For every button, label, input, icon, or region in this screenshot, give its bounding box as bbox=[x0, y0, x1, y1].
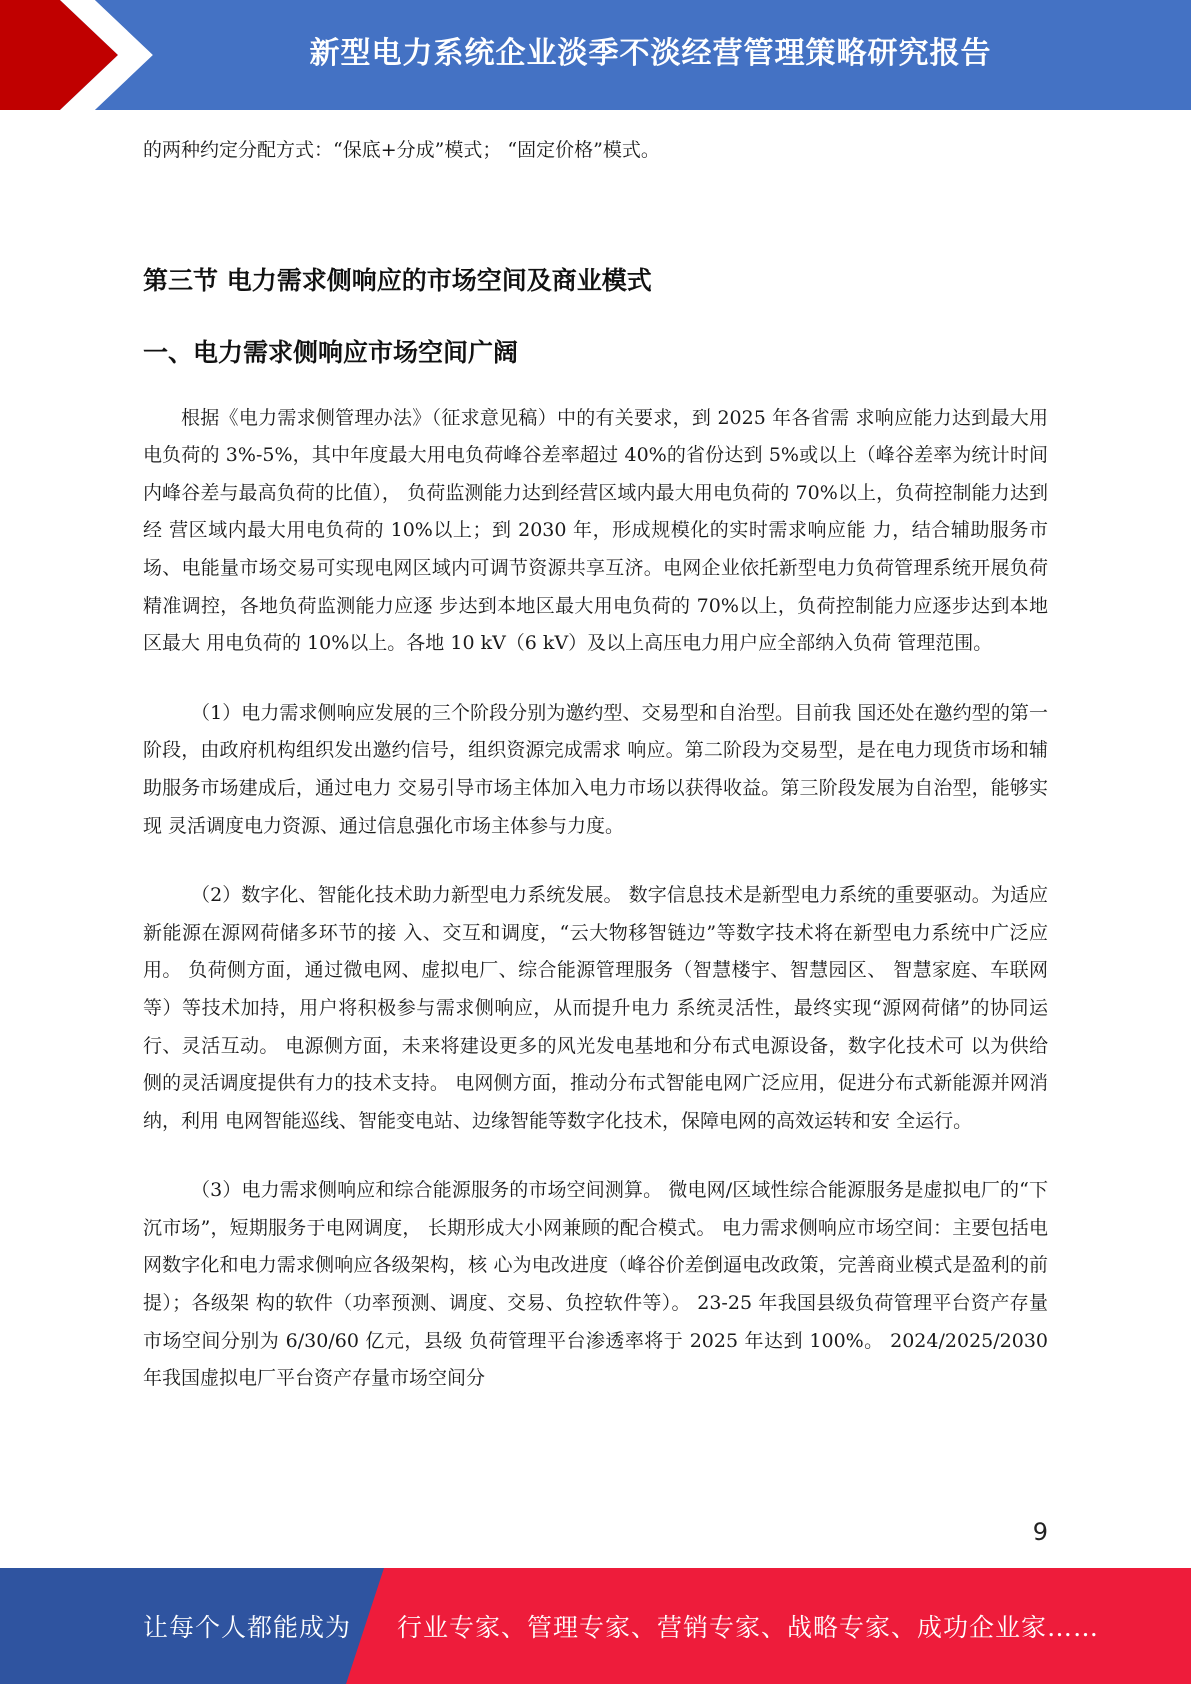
page-footer bbox=[0, 1568, 1191, 1684]
carryover-text: 的两种约定分配方式：“保底+分成”模式； “固定价格”模式。 bbox=[143, 139, 660, 161]
paragraph-4: （3）电力需求侧响应和综合能源服务的市场空间测算。 微电网/区域性综合能源服务是虚拟电厂的“下沉市场”，短期服务于电网调度， 长期形成大小网兼顾的配合模式。 电力需求侧响应市场空间：主要包括电网数字化和电力需求侧响应各级架构，核 心为电改进度（峰谷价差倒逼电改政策，完善商业模式是盈利的前提）；各级架 构的软件（功率预测、调度、交易、负控软件等）。 23-25 年我国县级负荷管理平台资产存量市场空间分别为 6/30/60 亿元，县级 负荷管理平台渗透率将于 2025 年达到 100%。 2024/2025/2030 年我国虚拟电厂平台资产存量市场空间分 bbox=[143, 1179, 1048, 1390]
paragraph-2: （1）电力需求侧响应发展的三个阶段分别为邀约型、交易型和自治型。目前我 国还处在邀约型的第一阶段，由政府机构组织发出邀约信号，组织资源完成需求 响应。第二阶段为交易型，是在电力现货市场和辅助服务市场建成后，通过电力 交易引导市场主体加入电力市场以获得收益。第三阶段发展为自治型，能够实现 灵活调度电力资源、通过信息强化市场主体参与力度。 bbox=[143, 701, 1048, 837]
header-title: 新型电力系统企业淡季不淡经营管理策略研究报告 bbox=[309, 36, 992, 71]
subsection-title: 一、电力需求侧响应市场空间广阔 bbox=[143, 337, 519, 367]
page-header bbox=[0, 0, 1191, 110]
section-title: 第三节 电力需求侧响应的市场空间及商业模式 bbox=[143, 265, 652, 295]
header-arrow-decoration bbox=[0, 0, 160, 110]
footer-slogan-right: 行业专家、管理专家、营销专家、战略专家、成功企业家…… bbox=[397, 1613, 1100, 1642]
paragraph-3: （2）数字化、智能化技术助力新型电力系统发展。 数字信息技术是新型电力系统的重要驱动。为适应新能源在源网荷储多环节的接 入、交互和调度，“云大物移智链边”等数字技术将在新型电力系统中广泛应用。 负荷侧方面，通过微电网、虚拟电厂、综合能源管理服务（智慧楼宇、智慧园区、 智慧家庭、车联网等）等技术加持，用户将积极参与需求侧响应，从而提升电力 系统灵活性，最终实现“源网荷储”的协同运行、灵活互动。 电源侧方面，未来将建设更多的风光发电基地和分布式电源设备，数字化技术可 以为供给侧的灵活调度提供有力的技术支持。 电网侧方面，推动分布式智能电网广泛应用，促进分布式新能源并网消纳，利用 电网智能巡线、智能变电站、边缘智能等数字化技术，保障电网的高效运转和安 全运行。 bbox=[143, 884, 1048, 1132]
document-body bbox=[143, 132, 1048, 1398]
footer-slogan-left: 让每个人都能成为 bbox=[143, 1613, 352, 1642]
paragraph-1: 根据《电力需求侧管理办法》（征求意见稿）中的有关要求，到 2025 年各省需 求响应能力达到最大用电负荷的 3%-5%，其中年度最大用电负荷峰谷差率超过 40%的省份达到 5%或以上（峰谷差率为统计时间内峰谷差与最高负荷的比值）， 负荷监测能力达到经营区域内最大用电负荷的 70%以上，负荷控制能力达到经 营区域内最大用电负荷的 10%以上；到 2030 年，形成规模化的实时需求响应能 力，结合辅助服务市场、电能量市场交易可实现电网区域内可调节资源共享互济。电网企业依托新型电力负荷管理系统开展负荷精准调控，各地负荷监测能力应逐 步达到本地区最大用电负荷的 70%以上，负荷控制能力应逐步达到本地区最大 用电负荷的 10%以上。各地 10 kV（6 kV）及以上高压电力用户应全部纳入负荷 管理范围。 bbox=[143, 406, 1048, 655]
page-number: 9 bbox=[1032, 1518, 1048, 1546]
